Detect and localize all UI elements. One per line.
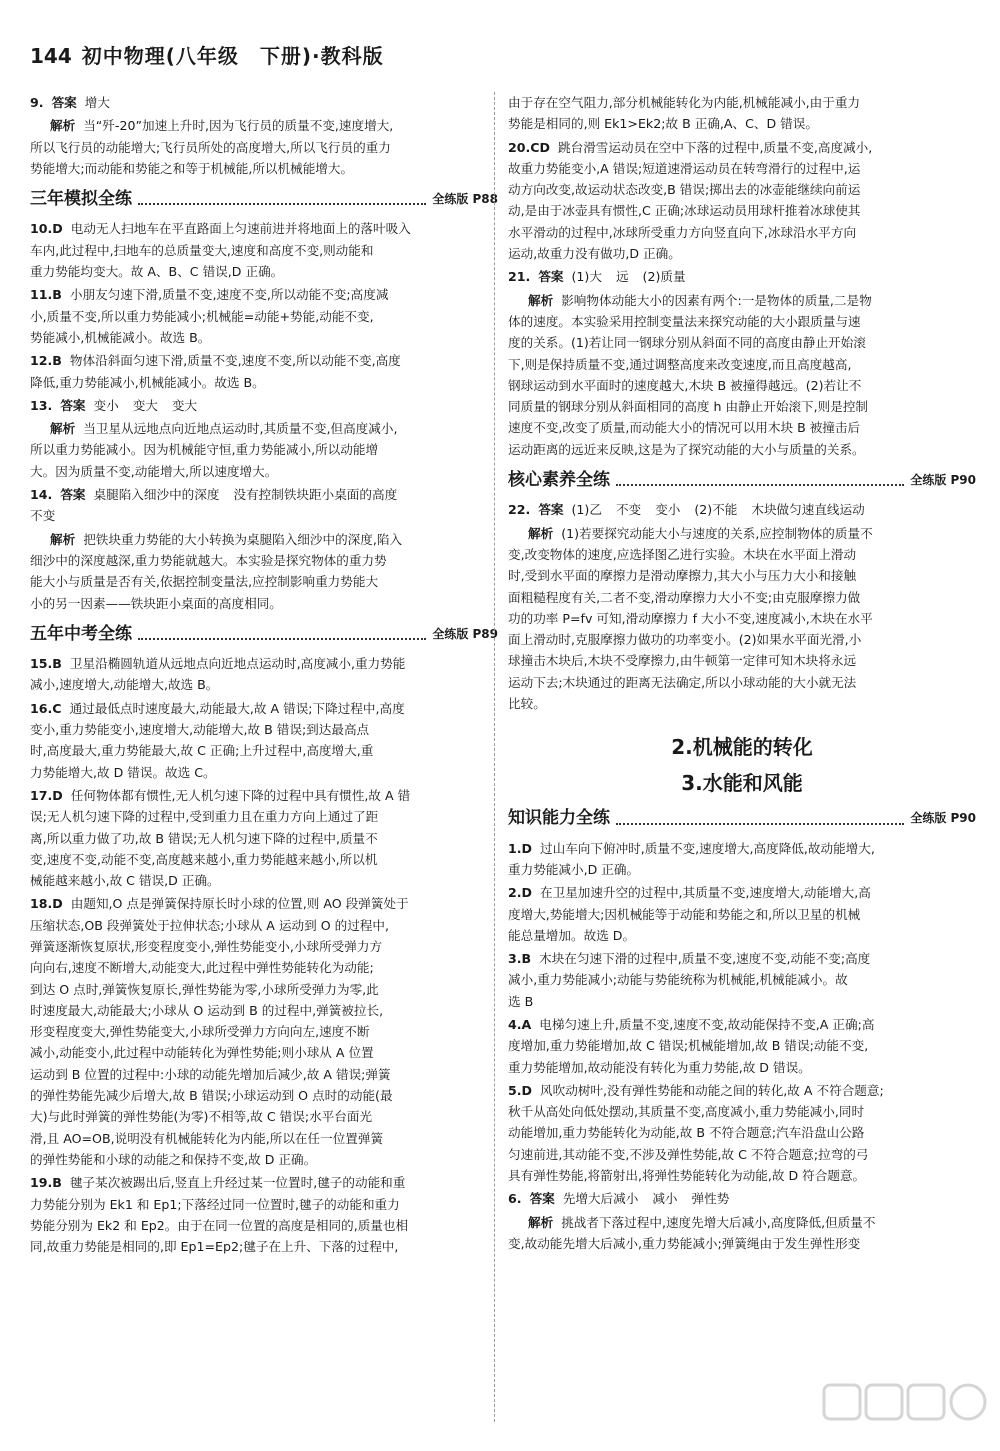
question-line: [508, 179, 976, 200]
analysis-line: [508, 587, 976, 608]
analysis-text: 所以重力势能减小。因为机械能守恒,重力势能减小,所以动能增: [30, 442, 379, 458]
analysis-line: [508, 523, 976, 544]
question-item: [508, 137, 976, 265]
question-text: 力势能分别为 Ek1 和 Ep1;下落经过同一位置时,毽子的动能和重力: [30, 1196, 400, 1212]
question-item: [30, 284, 498, 348]
question-text: 秋千从高处向低处摆动,其质量不变,高度减小,重力势能减小,同时: [508, 1104, 865, 1120]
analysis-text: 度的关系。(1)若让同一钢球分别从斜面不同的高度由静止开始滚: [508, 335, 866, 351]
section-leader-dots: [138, 638, 426, 640]
question-text: 力势能增大,故 D 错误。故选 C。: [30, 764, 216, 780]
analysis-line: [508, 544, 976, 565]
analysis-line: [30, 593, 498, 614]
question-number: 13.: [30, 397, 53, 413]
answer-item: [508, 499, 976, 520]
answer-item: [30, 92, 498, 113]
question-text: 动能增加,重力势能转化为动能,故 B 不符合题意;汽车沿盘山公路: [508, 1125, 865, 1141]
question-text: 跳台滑雪运动员在空中下落的过程中,质量不变,高度减小,: [558, 139, 873, 155]
question-line: [30, 306, 498, 327]
question-line: [30, 1236, 498, 1257]
question-item: [508, 838, 976, 881]
question-text: 离,所以重力做了功,故 B 错误;无人机匀速下降的过程中,质量不: [30, 830, 378, 846]
question-text: 度增大,势能增大;因机械能等于动能和势能之和,所以卫星的机械: [508, 906, 861, 922]
analysis-text: 挑战者下落过程中,速度先增大后减小,高度降低,但质量不: [561, 1214, 876, 1230]
analysis-text: 面上滑动时,克服摩擦力做功的功率变小。(2)如果水平面光滑,小: [508, 632, 862, 648]
question-text: 匀速前进,其动能不变,不涉及弹性势能,故 C 不符合题意;拉弯的弓: [508, 1146, 869, 1162]
question-text: 能总量增加。故选 D。: [508, 927, 636, 943]
question-text: 重力势能均变大。故 A、B、C 错误,D 正确。: [30, 264, 284, 280]
question-line: [508, 882, 976, 903]
question-line: [508, 948, 976, 969]
section-header: [508, 808, 976, 829]
answer-text: (2)不能: [694, 502, 738, 518]
question-text: 的弹性势能先减少后增大,故 B 错误;小球运动到 O 点时的动能(最: [30, 1088, 393, 1104]
analysis-line: [30, 439, 498, 460]
analysis-line: [508, 417, 976, 438]
analysis-item: [30, 418, 498, 482]
analysis-line: [508, 650, 976, 671]
question-item: [30, 893, 498, 1170]
question-number: 11.B: [30, 287, 62, 303]
analysis-text: 下,则是保持质量不变,通过调整高度来改变速度,而且高度越高,: [508, 356, 852, 372]
section-page-ref: 全练版 P89: [432, 626, 498, 641]
analysis-text: 面粗糙程度有关,二者不变,滑动摩擦力大小不变;由克服摩擦力做: [508, 589, 861, 605]
book-title: 初中物理(八年级 下册)·教科版: [81, 44, 384, 68]
answer-text: 远: [615, 269, 629, 285]
analysis-line: [30, 529, 498, 550]
analysis-text: 速度不变,改变了质量,而动能大小的情况可以用木块 B 被撞击后: [508, 420, 861, 436]
question-line: [30, 1064, 498, 1085]
question-line: [508, 838, 976, 859]
question-item: [30, 653, 498, 696]
analysis-line: [508, 693, 976, 714]
analysis-line: [30, 461, 498, 482]
question-line: [30, 350, 498, 371]
question-text: 减小,速度增大,动能增大,故选 B。: [30, 677, 219, 693]
question-text: 电动无人扫地车在平直路面上匀速前进并将地面上的落叶吸入: [70, 221, 411, 237]
question-text: 变,速度不变,动能不变,高度越来越小,重力势能越来越小,所以机: [30, 851, 378, 867]
analysis-label: 解析: [50, 118, 76, 134]
analysis-item: [508, 290, 976, 460]
answer-line: [508, 1188, 976, 1209]
question-text: 变小,重力势能变小,速度增大,动能增大,故 B 错误;到达最高点: [30, 722, 370, 738]
analysis-text: 势能增大;而动能和势能之和等于机械能,所以机械能增大。: [30, 160, 354, 176]
answer-label: 答案: [529, 1191, 555, 1207]
question-text: 减小,动能变小,此过程中动能转化为弹性势能;则小球从 A 位置: [30, 1045, 374, 1061]
question-text: 运动,故重力没有做功,D 正确。: [508, 246, 681, 262]
chapter-title: 2.机械能的转化: [671, 735, 813, 760]
question-line: [30, 1215, 498, 1236]
answer-line: [30, 484, 498, 505]
analysis-text: 大。因为质量不变,动能增大,所以速度增大。: [30, 463, 278, 479]
answer-line: [30, 395, 498, 416]
question-text: 压缩状态,OB 段弹簧处于拉伸状态;小球从 A 运动到 O 的过程中,: [30, 917, 390, 933]
analysis-text: 细沙中的深度越深,重力势能就越大。本实验是探究物体的重力势: [30, 552, 387, 568]
question-line: [30, 218, 498, 239]
section-leader-dots: [616, 823, 904, 825]
section-title: 核心素养全练: [508, 470, 610, 491]
answer-text: 变大: [132, 397, 158, 413]
question-text: 度增加,重力势能增加,故 C 错误;机械能增加,故 B 错误;动能不变,: [508, 1038, 869, 1054]
analysis-label: 解析: [528, 1214, 554, 1230]
question-text: 风吹动树叶,没有弹性势能和动能之间的转化,故 A 不符合题意;: [540, 1082, 884, 1098]
analysis-text: 小的另一因素——铁块距小桌面的高度相同。: [30, 595, 282, 611]
question-text: 势能减小,机械能减小。故选 B。: [30, 329, 211, 345]
question-text: 动,是由于冰壶具有惯性,C 正确;冰球运动员用球杆推着冰球使其: [508, 203, 861, 219]
analysis-item: [508, 523, 976, 715]
question-line: [30, 261, 498, 282]
continued-text: [508, 92, 976, 135]
section-leader-dots: [138, 203, 426, 205]
analysis-label: 解析: [528, 292, 554, 308]
answer-text: 没有控制铁块距小桌面的高度: [233, 487, 398, 503]
analysis-line: [30, 137, 498, 158]
answer-item: [30, 395, 498, 416]
analysis-text: 把铁块重力势能的大小转换为桌腿陷入细沙中的深度,陷入: [83, 531, 403, 547]
question-line: [30, 674, 498, 695]
question-text: 物体沿斜面匀速下滑,质量不变,速度不变,所以动能不变,高度: [69, 353, 401, 369]
question-line: [508, 1057, 976, 1078]
question-line: [30, 1085, 498, 1106]
question-number: 18.D: [30, 896, 63, 912]
question-line: [30, 719, 498, 740]
question-text: 故重力势能变小,A 错误;短道速滑运动员在转弯滑行的过程中,运: [508, 160, 861, 176]
question-text: 滑,且 AO=OB,说明没有机械能转化为内能,所以在任一位置弹簧: [30, 1130, 384, 1146]
question-text: 小,质量不变,所以重力势能减小;机械能=动能+势能,动能不变,: [30, 308, 374, 324]
question-text: 形变程度变大,弹性势能变大,小球所受弹力方向向左,速度不断: [30, 1024, 370, 1040]
question-line: [30, 698, 498, 719]
analysis-text: 功的功率 P=fv 可知,滑动摩擦力 f 大小不变,速度减小,木块在水平: [508, 610, 873, 626]
question-text: 车内,此过程中,扫地车的总质量变大,速度和高度不变,则动能和: [30, 242, 374, 258]
analysis-line: [30, 158, 498, 179]
question-text: 任何物体都有惯性,无人机匀速下降的过程中具有惯性,故 A 错: [70, 787, 411, 803]
question-line: [508, 243, 976, 264]
analysis-text: 所以飞行员的动能增大;飞行员所处的高度增大,所以飞行员的重力: [30, 139, 391, 155]
watermark-logo: [822, 1381, 992, 1437]
question-line: [508, 904, 976, 925]
analysis-text: 当卫星从远地点向近地点运动时,其质量不变,但高度减小,: [83, 421, 398, 437]
question-item: [508, 1080, 976, 1186]
answer-text: 弹性势: [691, 1191, 730, 1207]
question-line: [30, 785, 498, 806]
answer-item: [30, 484, 498, 527]
question-line: [30, 806, 498, 827]
question-number: 9.: [30, 95, 44, 110]
answer-item: [508, 266, 976, 287]
question-line: [508, 1080, 976, 1101]
right-column: [508, 92, 976, 1256]
question-text: 水平滑动的过程中,冰球所受重力方向竖直向下,冰球沿水平方向: [508, 224, 857, 240]
question-text: 选 B: [508, 993, 534, 1009]
question-line: [30, 1106, 498, 1127]
section-header: [30, 624, 498, 645]
analysis-text: 当“歼-20”加速上升时,因为飞行员的质量不变,速度增大,: [83, 118, 394, 134]
answer-line: [30, 92, 498, 113]
question-text: 具有弹性势能,将箭射出,将弹性势能转化为动能,故 D 符合题意。: [508, 1168, 866, 1184]
question-item: [508, 948, 976, 1012]
question-text: 误;无人机匀速下降的过程中,受到重力且在重力方向上通过了距: [30, 809, 379, 825]
section-title: 知识能力全练: [508, 808, 610, 829]
question-text: 大)与此时弹簧的弹性势能(为零)不相等,故 C 错误;水平台面光: [30, 1109, 373, 1125]
question-line: [30, 740, 498, 761]
question-text: 同,故重力势能是相同的,即 Ep1=Ep2;毽子在上升、下落的过程中,: [30, 1239, 399, 1255]
answer-item: [508, 1188, 976, 1209]
answer-line: [508, 266, 976, 287]
answer-text: 变小: [93, 397, 119, 413]
question-text: 时,高度最大,重力势能最大,故 C 正确;上升过程中,高度增大,重: [30, 743, 374, 759]
question-number: 15.B: [30, 656, 62, 672]
answer-text: 增大: [84, 95, 110, 110]
question-item: [30, 698, 498, 783]
section-title: 三年模拟全练: [30, 189, 132, 210]
question-text: 运动到 B 位置的过程中:小球的动能先增加后减少,故 A 错误;弹簧: [30, 1066, 391, 1082]
answer-continuation: 不变: [30, 508, 56, 524]
analysis-text: 变,改变物体的速度,应选择图乙进行实验。木块在水平面上滑动: [508, 546, 857, 562]
analysis-text: 钢球运动到水平面时的速度越大,木块 B 被撞得越远。(2)若让不: [508, 377, 862, 393]
question-text: 到达 O 点时,弹簧恢复原长,弹性势能为零,小球所受弹力为零,此: [30, 981, 379, 997]
question-line: [508, 200, 976, 221]
answer-text: 变小: [655, 502, 681, 518]
answer-text: 木块做匀速直线运动: [751, 502, 865, 518]
question-line: [508, 991, 976, 1012]
question-text: 降低,重力势能减小,机械能减小。故选 B。: [30, 374, 265, 390]
question-line: [508, 1122, 976, 1143]
analysis-text: 变,故动能先增大后减小,重力势能减小;弹簧绳由于发生弹性形变: [508, 1235, 861, 1251]
analysis-item: [508, 1212, 976, 1255]
question-text: 由题知,O 点是弹簧保持原长时小球的位置,则 AO 段弹簧处于: [70, 896, 409, 912]
analysis-line: [508, 608, 976, 629]
question-line: [508, 969, 976, 990]
question-number: 3.B: [508, 951, 532, 967]
question-number: 20.CD: [508, 139, 551, 155]
question-line: [30, 828, 498, 849]
question-text: 毽子某次被踢出后,竖直上升经过某一位置时,毽子的动能和重: [69, 1175, 406, 1191]
analysis-line: [508, 311, 976, 332]
answer-text: 桌腿陷入细沙中的深度: [93, 487, 220, 503]
question-line: [30, 1128, 498, 1149]
analysis-text: 比较。: [508, 696, 546, 712]
question-text: 电梯匀速上升,质量不变,速度不变,故动能保持不变,A 正确;高: [539, 1016, 875, 1032]
analysis-label: 解析: [50, 531, 76, 547]
question-item: [30, 785, 498, 891]
column-divider: [494, 92, 496, 1422]
question-text: 减小,重力势能减小;动能与势能统称为机械能,机械能减小。故: [508, 972, 848, 988]
question-line: [30, 957, 498, 978]
question-item: [508, 1014, 976, 1078]
question-line: [30, 1172, 498, 1193]
question-line: [30, 284, 498, 305]
section-title: 五年中考全练: [30, 623, 132, 644]
answer-label: 答案: [538, 269, 564, 285]
question-text: 卫星沿椭圆轨道从远地点向近地点运动时,高度减小,重力势能: [69, 656, 406, 672]
page-number: 144: [30, 44, 72, 68]
question-line: [30, 1021, 498, 1042]
question-text: 械能越来越小,故 C 错误,D 正确。: [30, 873, 220, 889]
question-number: 2.D: [508, 885, 533, 901]
question-text: 向向右,速度不断增大,动能变大,此过程中弹性势能转化为动能;: [30, 960, 374, 976]
analysis-text: 球撞击木块后,木块不受摩擦力,由牛顿第一定律可知木块将永远: [508, 653, 857, 669]
question-line: [508, 1144, 976, 1165]
analysis-text: (1)若要探究动能大小与速度的关系,应控制物体的质量不: [561, 525, 873, 541]
answer-label: 答案: [51, 95, 77, 110]
section-leader-dots: [616, 484, 904, 486]
question-text: 小朋友匀速下滑,质量不变,速度不变,所以动能不变;高度减: [69, 287, 389, 303]
question-number: 4.A: [508, 1016, 532, 1032]
analysis-line: [508, 565, 976, 586]
question-line: [30, 372, 498, 393]
question-line: [508, 137, 976, 158]
question-line: [508, 859, 976, 880]
question-item: [30, 350, 498, 393]
analysis-text: 时,受到水平面的摩擦力是滑动摩擦力,其大小与压力大小和接触: [508, 568, 857, 584]
question-text: 的弹性势能和小球的动能之和保持不变,故 D 正确。: [30, 1151, 317, 1167]
analysis-line: [508, 1233, 976, 1254]
question-line: [30, 1042, 498, 1063]
question-text: 木块在匀速下滑的过程中,质量不变,速度不变,动能不变;高度: [539, 951, 871, 967]
question-line: [30, 849, 498, 870]
question-line: [30, 893, 498, 914]
answer-text: 先增大后减小: [562, 1191, 639, 1207]
question-text: 在卫星加速升空的过程中,其质量不变,速度增大,动能增大,高: [540, 885, 871, 901]
analysis-text: 运动距离的远近来反映,这是为了探究动能的大小与质量的关系。: [508, 441, 865, 457]
answer-label: 答案: [538, 502, 564, 518]
question-item: [508, 882, 976, 946]
analysis-text: 影响物体动能大小的因素有两个:一是物体的质量,二是物: [561, 292, 872, 308]
question-item: [30, 218, 498, 282]
analysis-text: 运动下去;木块通过的距离无法确定,所以小球动能的大小就无法: [508, 674, 857, 690]
question-line: [30, 870, 498, 891]
question-line: [508, 1165, 976, 1186]
analysis-line: [508, 375, 976, 396]
question-number: 1.D: [508, 840, 533, 856]
question-line: [508, 1035, 976, 1056]
question-line: [508, 925, 976, 946]
question-number: 19.B: [30, 1175, 62, 1191]
answer-text: 减小: [652, 1191, 678, 1207]
question-line: [30, 979, 498, 1000]
analysis-line: [508, 290, 976, 311]
question-text: 弹簧逐渐恢复原状,形变程度变小,弹性势能变小,小球所受弹力方: [30, 938, 383, 954]
analysis-item: [30, 115, 498, 179]
question-line: [30, 1000, 498, 1021]
analysis-line: [508, 354, 976, 375]
question-number: 22.: [508, 502, 531, 518]
question-text: 过山车向下俯冲时,质量不变,速度增大,高度降低,故动能增大,: [540, 840, 875, 856]
question-line: [30, 653, 498, 674]
question-text: 通过最低点时速度最大,动能最大,故 A 错误;下降过程中,高度: [69, 700, 405, 716]
answer-text: 不变: [615, 502, 642, 518]
left-column: [30, 92, 498, 1259]
analysis-line: [508, 672, 976, 693]
analysis-text: 能大小与质量是否有关,依据控制变量法,应控制影响重力势能大: [30, 574, 379, 590]
question-line: [508, 1014, 976, 1035]
analysis-line: [508, 439, 976, 460]
analysis-line: [30, 571, 498, 592]
answer-line: [508, 499, 976, 520]
question-number: 12.B: [30, 353, 62, 369]
question-number: 16.C: [30, 700, 62, 716]
answer-text: (1)大: [571, 269, 602, 285]
analysis-line: [508, 396, 976, 417]
analysis-text: 体的速度。本实验采用控制变量法来探究动能的大小跟质量与速: [508, 313, 861, 329]
answer-label: 答案: [60, 397, 86, 413]
question-number: 6.: [508, 1191, 522, 1207]
question-text: 势能分别为 Ek2 和 Ep2。由于在同一位置的高度是相同的,质量也相: [30, 1217, 409, 1233]
section-page-ref: 全练版 P88: [432, 192, 498, 207]
question-line: [30, 1194, 498, 1215]
analysis-item: [30, 529, 498, 614]
analysis-line: [30, 115, 498, 136]
section-header: [30, 189, 498, 210]
analysis-line: [508, 332, 976, 353]
section-page-ref: 全练版 P90: [910, 473, 976, 488]
question-number: 21.: [508, 269, 531, 285]
question-item: [30, 1172, 498, 1257]
analysis-text: 同质量的钢球分别从斜面相同的高度 h 由静止开始滚下,则是控制: [508, 399, 869, 415]
question-text: 重力势能增加,故动能没有转化为重力势能,故 D 错误。: [508, 1059, 811, 1075]
section-header: [508, 470, 976, 491]
question-line: [508, 1101, 976, 1122]
question-line: [30, 1149, 498, 1170]
answer-label: 答案: [60, 487, 86, 503]
question-line: [508, 222, 976, 243]
answer-text: (2)质量: [642, 269, 686, 285]
analysis-line: [508, 1212, 976, 1233]
question-number: 5.D: [508, 1082, 533, 1098]
continued-line: 势能是相同的,则 Ek1>Ek2;故 B 正确,A、C、D 错误。: [508, 116, 818, 132]
question-text: 重力势能减小,D 正确。: [508, 861, 640, 877]
analysis-label: 解析: [50, 421, 76, 437]
question-number: 14.: [30, 487, 53, 503]
analysis-line: [30, 418, 498, 439]
analysis-line: [508, 629, 976, 650]
question-line: [30, 240, 498, 261]
question-text: 时速度最大,动能最大;小球从 O 运动到 B 的过程中,弹簧被拉长,: [30, 1002, 384, 1018]
question-text: 动方向改变,故运动状态改变,B 错误;掷出去的冰壶能继续向前运: [508, 182, 861, 198]
question-number: 17.D: [30, 787, 63, 803]
answer-text: 变大: [171, 397, 198, 413]
question-line: [508, 158, 976, 179]
section-page-ref: 全练版 P90: [910, 811, 976, 826]
question-line: [30, 327, 498, 348]
question-number: 10.D: [30, 221, 63, 237]
question-line: [30, 936, 498, 957]
chapter-title: 3.水能和风能: [681, 771, 803, 796]
page-header: [30, 40, 384, 80]
question-line: [30, 915, 498, 936]
analysis-line: [30, 550, 498, 571]
question-line: [30, 762, 498, 783]
analysis-label: 解析: [528, 525, 554, 541]
answer-text: (1)乙: [571, 502, 602, 518]
continued-line: 由于存在空气阻力,部分机械能转化为内能,机械能减小,由于重力: [508, 95, 861, 110]
